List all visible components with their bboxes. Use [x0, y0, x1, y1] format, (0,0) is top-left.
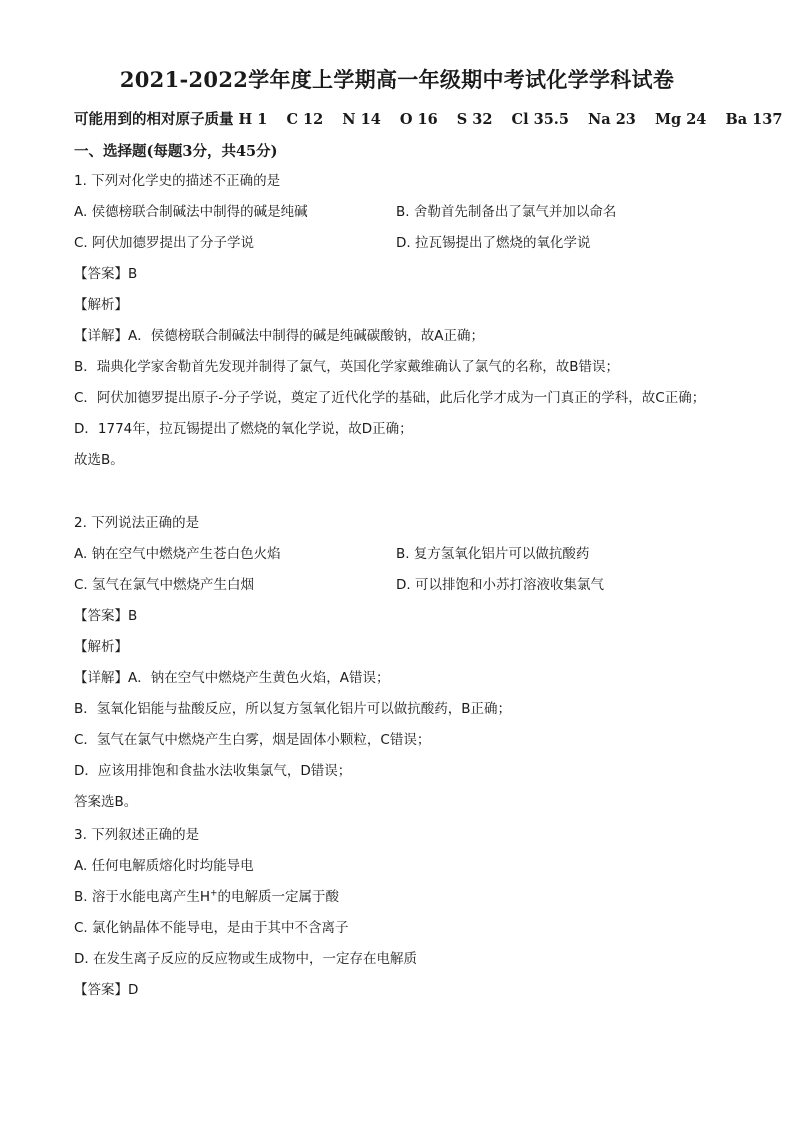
- detail-line: C．氢气在氯气中燃烧产生白雾，烟是固体小颗粒，C错误；: [74, 732, 431, 748]
- option-d: D. 可以排饱和小苏打溶液收集氯气: [396, 577, 604, 593]
- option-b-text-post: 的电解质一定属于酸: [217, 889, 340, 905]
- conclusion-line: 答案选B。: [74, 794, 138, 810]
- atomic-mass-item: N 14: [342, 111, 381, 128]
- atomic-mass-item: S 32: [456, 111, 493, 128]
- atomic-mass-item: Mg 24: [654, 111, 707, 128]
- detail-line: D．1774年，拉瓦锡提出了燃烧的氧化学说，故D正确；: [74, 421, 413, 437]
- atomic-mass-item: O 16: [399, 111, 438, 128]
- question-3: [74, 820, 724, 1006]
- option-a: A. 侯德榜联合制碱法中制得的碱是纯碱: [74, 204, 308, 220]
- exam-title: 2021-2022学年度上学期高一年级期中考试化学学科试卷: [119, 67, 675, 92]
- atomic-mass-item: Cl 35.5: [511, 111, 569, 128]
- question-stem: 3. 下列叙述正确的是: [74, 827, 200, 843]
- option-b-text-pre: B. 溶于水能电离产生H: [74, 889, 210, 905]
- analysis-label: 【解析】: [74, 639, 128, 655]
- option-c: C. 氯化钠晶体不能导电，是由于其中不含离子: [74, 920, 349, 936]
- atomic-mass-item: Na 23: [588, 111, 636, 128]
- atomic-mass-line: [74, 108, 783, 129]
- options-row: [74, 570, 724, 601]
- option-b: B. 复方氢氧化铝片可以做抗酸药: [396, 546, 590, 562]
- detail-line: B．氢氧化铝能与盐酸反应，所以复方氢氧化铝片可以做抗酸药，B正确；: [74, 701, 512, 717]
- detail-line: B．瑞典化学家舍勒首先发现并制得了氯气，英国化学家戴维确认了氯气的名称，故B错误；: [74, 359, 620, 375]
- options-row: [74, 539, 724, 570]
- detail-line: D．应该用排饱和食盐水法收集氯气，D错误；: [74, 763, 352, 779]
- section-heading: 一、选择题(每题3分，共45分): [74, 143, 278, 160]
- answer-label: 【答案】B: [74, 266, 138, 282]
- options-row: [74, 197, 724, 228]
- answer-label: 【答案】B: [74, 608, 138, 624]
- option-b: B. 舍勒首先制备出了氯气并加以命名: [396, 204, 617, 220]
- conclusion-line: 故选B。: [74, 452, 124, 468]
- option-d: D. 拉瓦锡提出了燃烧的氧化学说: [396, 235, 591, 251]
- question-stem: 1. 下列对化学史的描述不正确的是: [74, 173, 281, 189]
- option-a: A. 任何电解质熔化时均能导电: [74, 858, 254, 874]
- detail-line: 【详解】A．侯德榜联合制碱法中制得的碱是纯碱碳酸钠，故A正确；: [74, 328, 484, 344]
- analysis-label: 【解析】: [74, 297, 128, 313]
- atomic-mass-item: 可能用到的相对原子质量 H 1: [74, 111, 268, 128]
- atomic-mass-item: C 12: [286, 111, 324, 128]
- option-a: A. 钠在空气中燃烧产生苍白色火焰: [74, 546, 281, 562]
- question-1: [74, 166, 724, 476]
- atomic-mass-item: Ba 137: [725, 111, 783, 128]
- option-c: C. 氢气在氯气中燃烧产生白烟: [74, 577, 255, 593]
- options-row: [74, 228, 724, 259]
- detail-line: 【详解】A．钠在空气中燃烧产生黄色火焰，A错误；: [74, 670, 390, 686]
- question-stem: 2. 下列说法正确的是: [74, 515, 200, 531]
- detail-line: C．阿伏加德罗提出原子-分子学说，奠定了近代化学的基础，此后化学才成为一门真正的学科，故C正确；: [74, 390, 706, 406]
- option-d: D. 在发生离子反应的反应物或生成物中，一定存在电解质: [74, 951, 417, 967]
- answer-label: 【答案】D: [74, 982, 139, 998]
- question-2: [74, 508, 724, 818]
- charge-superscript: +: [210, 888, 218, 899]
- option-b: [74, 882, 724, 913]
- option-c: C. 阿伏加德罗提出了分子学说: [74, 235, 255, 251]
